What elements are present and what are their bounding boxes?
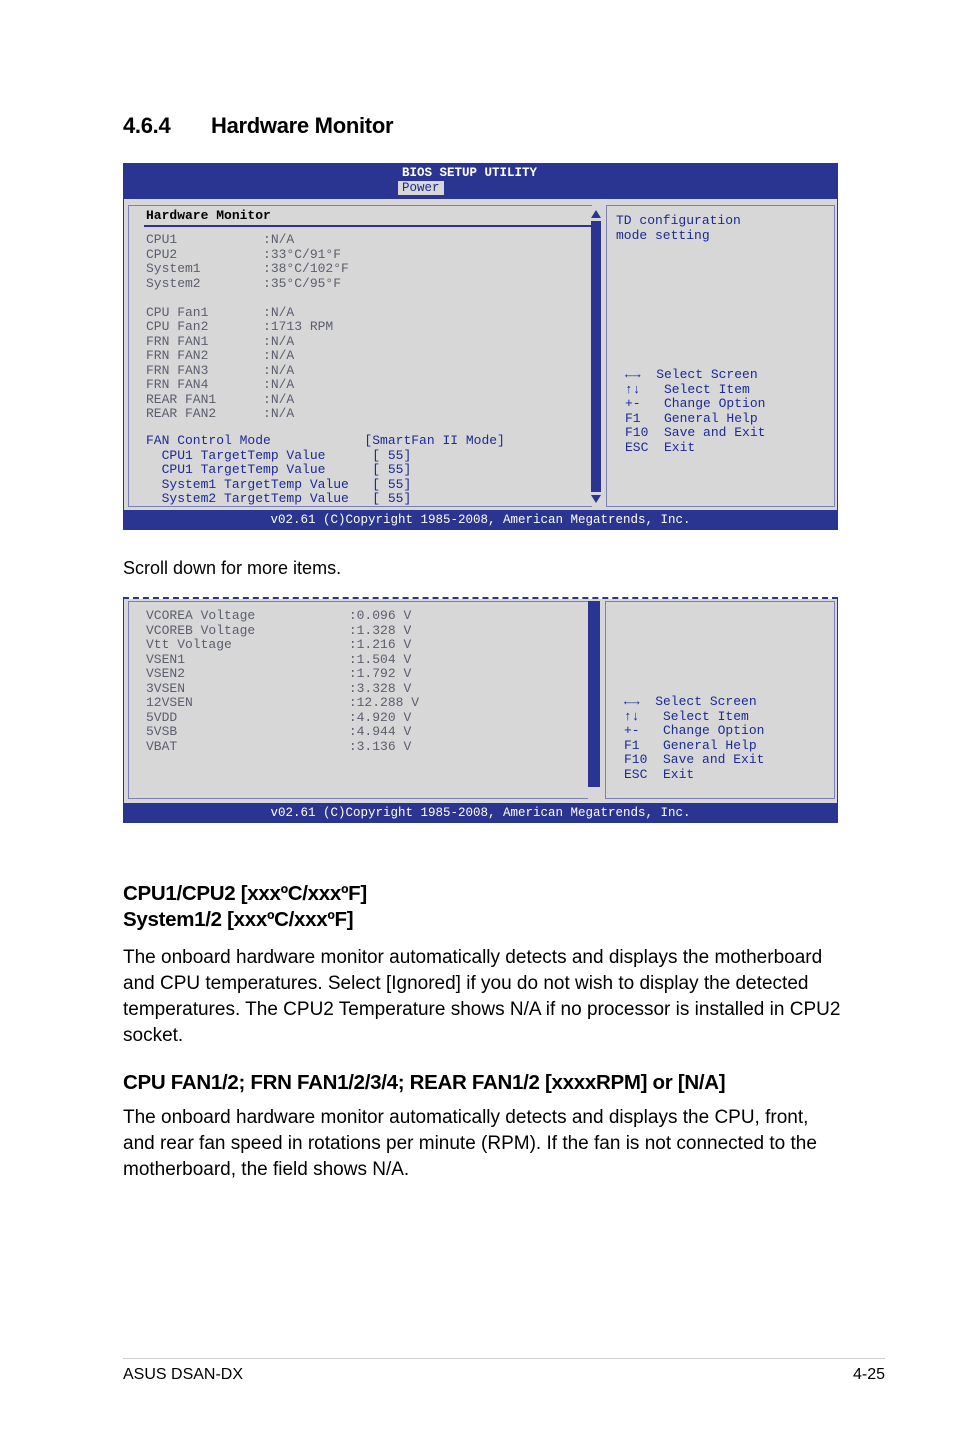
tab-power[interactable]: Power xyxy=(398,181,444,195)
item1-heading-line1: CPU1/CPU2 [xxxºC/xxxºF] xyxy=(123,882,367,905)
fan-control-settings[interactable]: FAN Control Mode [SmartFan II Mode] CPU1 TargetTemp Value [ 55] CPU1 TargetTemp Value [ 55] System1 TargetTemp Value [ 55] System2 TargetTemp Value [ 55] xyxy=(146,433,505,506)
scroll-down-arrow-icon[interactable] xyxy=(591,495,601,503)
bios-header-title: BIOS SETUP UTILITY xyxy=(402,166,538,180)
bios2-scrollbar[interactable] xyxy=(588,601,600,787)
panel-title: Hardware Monitor xyxy=(146,208,271,223)
scroll-note: Scroll down for more items. xyxy=(123,558,342,578)
item1-heading xyxy=(123,881,367,933)
voltage-readings: VCOREA Voltage :0.096 V VCOREB Voltage :1.328 V Vtt Voltage :1.216 V VSEN1 :1.504 V VSEN2 :1.792 V 3VSEN :3.328 V 12VSEN :12.288 V 5VDD :4.920 V 5VSB :4.944 V VBAT :3.136 V xyxy=(146,608,420,754)
item2-heading: CPU FAN1/2; FRN FAN1/2/3/4; REAR FAN1/2 [xxxxRPM] or [N/A] xyxy=(123,1071,726,1094)
item1-body: The onboard hardware monitor automatically detects and displays the motherboard and CPU temperatures. Select [Ignored] if you do not wish to display the detected temperatures. The CPU2 Temperature shows N/A if no processor is installed in CPU2 socket. xyxy=(123,947,841,1046)
bios2-footer: v02.61 (C)Copyright 1985-2008, American Megatrends, Inc. xyxy=(123,804,838,823)
help-text: TD configuration mode setting xyxy=(616,213,741,243)
item2-body: The onboard hardware monitor automatically detects and displays the CPU, front, and rear fan speed in rotations per minute (RPM). If the fan is not connected to the motherboard, the field shows N/A. xyxy=(123,1107,817,1180)
bios-footer: v02.61 (C)Copyright 1985-2008, American Megatrends, Inc. xyxy=(123,511,838,530)
bios-header-bar xyxy=(123,163,838,198)
bios-main-panel xyxy=(123,198,838,511)
panel-title-underline xyxy=(144,225,591,227)
section-heading: Hardware Monitor xyxy=(211,113,394,138)
footer-rule xyxy=(123,1358,885,1359)
footer-page-number: 4-25 xyxy=(852,1366,885,1383)
section-title xyxy=(123,113,393,139)
key-legend: ←→ Select Screen ↑↓ Select Item +- Change Option F1 General Help F10 Save and Exit ESC Exit xyxy=(625,367,766,455)
section-number: 4.6.4 xyxy=(123,113,171,138)
bios-right-pane xyxy=(606,205,835,507)
item1-heading-line2: System1/2 [xxxºC/xxxºF] xyxy=(123,908,354,931)
monitor-readings: CPU1 :N/A CPU2 :33°C/91°F System1 :38°C/102°F System2 :35°C/95°F CPU Fan1 :N/A CPU Fan2 :1713 RPM FRN FAN1 :N/A FRN FAN2 :N/A FRN FAN3 :N/A FRN FAN4 :N/A REAR FAN1 :N/A REAR FAN2 :N/A xyxy=(146,232,349,421)
footer-left: ASUS DSAN-DX xyxy=(123,1366,244,1383)
bios2-main-panel xyxy=(123,599,838,804)
scrollbar[interactable] xyxy=(591,221,601,492)
bios2-key-legend: ←→ Select Screen ↑↓ Select Item +- Change Option F1 General Help F10 Save and Exit ESC Exit xyxy=(624,694,765,782)
scroll-up-arrow-icon[interactable] xyxy=(591,210,601,218)
